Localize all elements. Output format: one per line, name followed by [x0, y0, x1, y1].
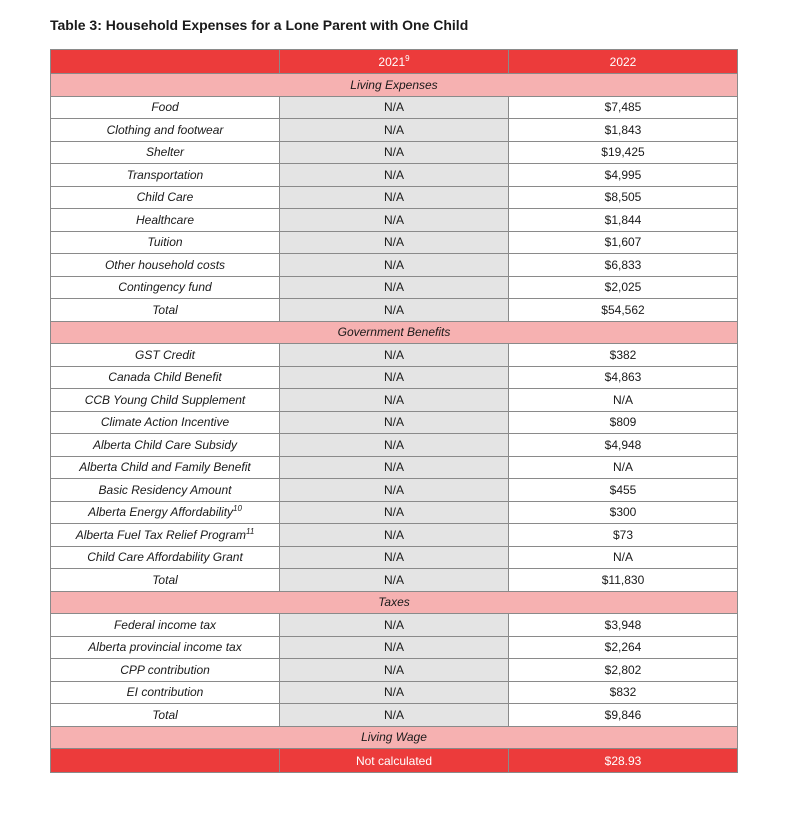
value-2021: N/A — [280, 299, 509, 322]
table-row — [51, 299, 738, 322]
section-row — [51, 74, 738, 97]
row-label-text: CCB Young Child Supplement — [84, 392, 246, 407]
row-label — [51, 164, 280, 187]
value-2022: $9,846 — [509, 704, 738, 727]
value-2021: N/A — [280, 636, 509, 659]
living-wage-2021: Not calculated — [280, 749, 509, 773]
value-2022: $11,830 — [509, 569, 738, 592]
value-2021: N/A — [280, 434, 509, 457]
row-label-text: Total — [152, 572, 178, 587]
table-row — [51, 704, 738, 727]
value-2022: $832 — [509, 681, 738, 704]
value-2021: N/A — [280, 456, 509, 479]
value-2021: N/A — [280, 119, 509, 142]
row-label — [51, 411, 280, 434]
value-2022: $1,607 — [509, 231, 738, 254]
value-2021: N/A — [280, 524, 509, 547]
table-row — [51, 254, 738, 277]
value-2022: $8,505 — [509, 186, 738, 209]
row-label — [51, 231, 280, 254]
table-row — [51, 614, 738, 637]
row-label — [51, 704, 280, 727]
row-label-text: Healthcare — [135, 212, 195, 227]
row-label-text: Total — [152, 707, 178, 722]
row-label — [51, 636, 280, 659]
table-row — [51, 366, 738, 389]
table-body — [51, 74, 738, 773]
row-label-text: EI contribution — [126, 685, 204, 700]
row-label — [51, 501, 280, 524]
row-label-text: Food — [151, 100, 179, 115]
value-2021: N/A — [280, 186, 509, 209]
row-label — [51, 276, 280, 299]
table-row — [51, 456, 738, 479]
row-label — [51, 434, 280, 457]
value-2022: N/A — [509, 546, 738, 569]
row-label-text: Clothing and footwear — [106, 122, 224, 137]
footnote-marker: 11 — [245, 526, 255, 536]
table-row — [51, 209, 738, 232]
value-2021: N/A — [280, 209, 509, 232]
footnote-marker: 10 — [233, 504, 242, 514]
value-2021: N/A — [280, 659, 509, 682]
table-row — [51, 501, 738, 524]
value-2022: $3,948 — [509, 614, 738, 637]
value-2021: N/A — [280, 704, 509, 727]
table-row — [51, 636, 738, 659]
value-2022: $7,485 — [509, 96, 738, 119]
row-label — [51, 366, 280, 389]
value-2021: N/A — [280, 411, 509, 434]
header-blank-cell — [51, 50, 280, 74]
value-2021: N/A — [280, 479, 509, 502]
row-label — [51, 254, 280, 277]
row-label — [51, 614, 280, 637]
table-row — [51, 546, 738, 569]
value-2021: N/A — [280, 681, 509, 704]
value-2021: N/A — [280, 614, 509, 637]
section-heading: Taxes — [51, 591, 738, 614]
value-2022: N/A — [509, 389, 738, 412]
row-label-text: Basic Residency Amount — [98, 482, 232, 497]
row-label — [51, 344, 280, 367]
value-2021: N/A — [280, 501, 509, 524]
table-row — [51, 231, 738, 254]
section-row — [51, 591, 738, 614]
value-2022: N/A — [509, 456, 738, 479]
living-wage-blank-cell — [51, 749, 280, 773]
table-row — [51, 276, 738, 299]
value-2022: $300 — [509, 501, 738, 524]
header-2022: 2022 — [509, 50, 738, 74]
value-2022: $1,844 — [509, 209, 738, 232]
table-row — [51, 344, 738, 367]
row-label — [51, 569, 280, 592]
table-row — [51, 681, 738, 704]
row-label-text: Child Care — [136, 190, 194, 205]
value-2021: N/A — [280, 231, 509, 254]
table-row — [51, 524, 738, 547]
section-heading: Government Benefits — [51, 321, 738, 344]
row-label-text: Transportation — [126, 167, 204, 182]
table-row — [51, 141, 738, 164]
table-row — [51, 164, 738, 187]
row-label — [51, 524, 280, 547]
table-title: Table 3: Household Expenses for a Lone Parent with One Child — [50, 17, 469, 33]
header-2021-footnote: 9 — [405, 53, 410, 63]
value-2021: N/A — [280, 546, 509, 569]
row-label-text: CPP contribution — [120, 662, 210, 677]
household-expenses-table — [50, 49, 738, 773]
value-2021: N/A — [280, 366, 509, 389]
row-label — [51, 299, 280, 322]
value-2022: $4,948 — [509, 434, 738, 457]
row-label — [51, 119, 280, 142]
value-2021: N/A — [280, 344, 509, 367]
value-2022: $19,425 — [509, 141, 738, 164]
table-row — [51, 96, 738, 119]
table-row — [51, 186, 738, 209]
value-2021: N/A — [280, 276, 509, 299]
row-label-text: Canada Child Benefit — [108, 370, 222, 385]
row-label-text: Tuition — [147, 235, 183, 250]
row-label — [51, 681, 280, 704]
value-2021: N/A — [280, 164, 509, 187]
value-2021: N/A — [280, 96, 509, 119]
living-wage-2022: $28.93 — [509, 749, 738, 773]
table-row — [51, 119, 738, 142]
value-2022: $455 — [509, 479, 738, 502]
row-label — [51, 546, 280, 569]
table-row — [51, 434, 738, 457]
row-label — [51, 96, 280, 119]
row-label-text: Shelter — [145, 145, 185, 160]
table-row — [51, 659, 738, 682]
value-2022: $4,995 — [509, 164, 738, 187]
row-label-text: GST Credit — [134, 347, 195, 362]
header-2021-label: 2021 — [378, 54, 406, 69]
value-2022: $6,833 — [509, 254, 738, 277]
row-label-text: Other household costs — [104, 257, 226, 272]
row-label-text: Total — [152, 302, 178, 317]
table-row — [51, 389, 738, 412]
row-label-text: Alberta Child and Family Benefit — [79, 460, 251, 475]
row-label-text: Child Care Affordability Grant — [87, 550, 243, 565]
section-heading: Living Expenses — [51, 74, 738, 97]
value-2022: $73 — [509, 524, 738, 547]
value-2021: N/A — [280, 389, 509, 412]
row-label — [51, 186, 280, 209]
section-row — [51, 321, 738, 344]
value-2022: $4,863 — [509, 366, 738, 389]
value-2022: $54,562 — [509, 299, 738, 322]
row-label — [51, 479, 280, 502]
value-2022: $809 — [509, 411, 738, 434]
table-row — [51, 569, 738, 592]
section-heading: Living Wage — [51, 726, 738, 749]
row-label-text: Alberta Fuel Tax Relief Program — [75, 527, 246, 542]
row-label — [51, 141, 280, 164]
value-2022: $1,843 — [509, 119, 738, 142]
table-row — [51, 411, 738, 434]
value-2021: N/A — [280, 254, 509, 277]
section-row — [51, 726, 738, 749]
row-label-text: Alberta Child Care Subsidy — [92, 437, 238, 452]
row-label-text: Climate Action Incentive — [100, 415, 230, 430]
row-label-text: Alberta Energy Affordability — [88, 505, 234, 520]
row-label-text: Contingency fund — [118, 280, 212, 295]
row-label — [51, 389, 280, 412]
value-2022: $382 — [509, 344, 738, 367]
value-2021: N/A — [280, 141, 509, 164]
row-label — [51, 659, 280, 682]
row-label-text: Alberta provincial income tax — [88, 640, 242, 655]
row-label — [51, 209, 280, 232]
row-label — [51, 456, 280, 479]
value-2022: $2,025 — [509, 276, 738, 299]
row-label-text: Federal income tax — [113, 617, 217, 632]
living-wage-row — [51, 749, 738, 773]
header-2021 — [280, 50, 509, 74]
table-row — [51, 479, 738, 502]
value-2022: $2,264 — [509, 636, 738, 659]
value-2021: N/A — [280, 569, 509, 592]
value-2022: $2,802 — [509, 659, 738, 682]
header-row — [51, 50, 738, 74]
